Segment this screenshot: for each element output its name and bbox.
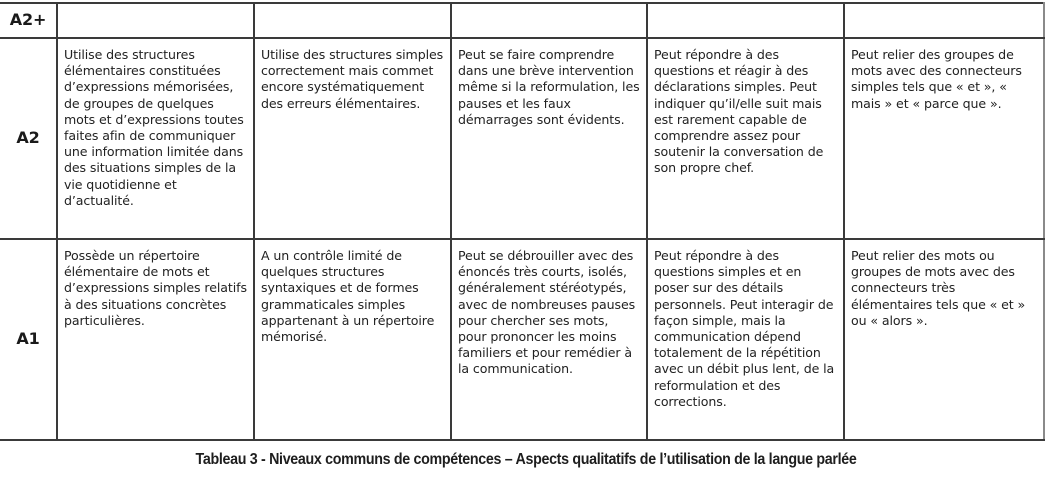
cell-a1-interaction: Peut répondre à des questions simples et en poser sur des détails personnels. Peut interagir de façon simple, mais la communication dépend totalement de la répétition avec un débit plus lent, de la reformulation et des corrections.: [647, 239, 844, 440]
cell-a2-fluency: Peut se faire comprendre dans une brève intervention même si la reformulation, les pauses et les faux démarrages sont évidents.: [451, 38, 647, 239]
cell-a2-coherence: Peut relier des groupes de mots avec des connecteurs simples tels que « et », « mais » et « parce que ».: [844, 38, 1044, 239]
cell-a1-coherence: Peut relier des mots ou groupes de mots avec des connecteurs très élémentaires tels que « et » ou « alors ».: [844, 239, 1044, 440]
cell-a2-range: Utilise des structures élémentaires constituées d’expressions mémorisées, de groupes de quelques mots et d’expressions toutes faites afin de communiquer une information limitée dans des situations simples de la vie quotidienne et d’actualité.: [57, 38, 254, 239]
cell-a2-accuracy: Utilise des structures simples correctement mais commet encore systématiquement des erreurs élémentaires.: [254, 38, 451, 239]
cell-a2plus-range: [57, 3, 254, 38]
cell-a1-accuracy: A un contrôle limité de quelques structures syntaxiques et de formes grammaticales simples appartenant à un répertoire mémorisé.: [254, 239, 451, 440]
competence-table-container: [0, 2, 1044, 441]
cell-a2plus-accuracy: [254, 3, 451, 38]
cell-a1-fluency: Peut se débrouiller avec des énoncés très courts, isolés, généralement stéréotypés, avec de nombreuses pauses pour chercher ses mots, pour prononcer les moins familiers et pour remédier à la communication.: [451, 239, 647, 440]
cell-a2-interaction: Peut répondre à des questions et réagir à des déclarations simples. Peut indiquer qu’il/elle suit mais est rarement capable de comprendre assez pour soutenir la conversation de son propre chef.: [647, 38, 844, 239]
table-row-a1: [0, 239, 1044, 440]
table-caption: Tableau 3 - Niveaux communs de compétences – Aspects qualitatifs de l’utilisation de la langue parlée: [195, 451, 857, 468]
competence-levels-table: [0, 2, 1045, 441]
table-row-a2: [0, 38, 1044, 239]
cell-a2plus-interaction: [647, 3, 844, 38]
level-label-a1: A1: [0, 239, 57, 440]
cell-a2plus-fluency: [451, 3, 647, 38]
cell-a2plus-coherence: [844, 3, 1044, 38]
cell-a1-range: Possède un répertoire élémentaire de mots et d’expressions simples relatifs à des situations concrètes particulières.: [57, 239, 254, 440]
table-row-a2plus: [0, 3, 1044, 38]
level-label-a2: A2: [0, 38, 57, 239]
level-label-a2plus: A2+: [0, 3, 57, 38]
